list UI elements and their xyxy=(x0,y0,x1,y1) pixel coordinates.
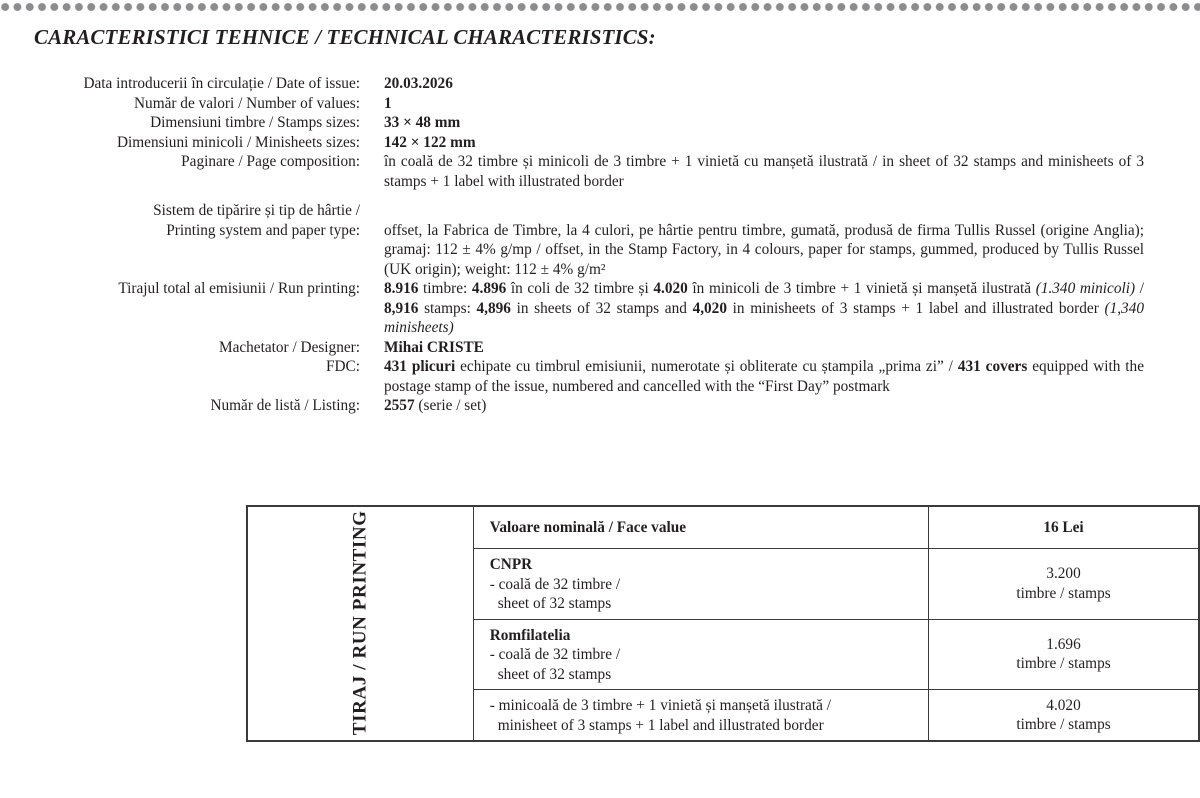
spec-value: 20.03.2026 xyxy=(384,75,453,92)
spec-label xyxy=(0,201,384,279)
distributor-cell: CNPR - coală de 32 timbre / sheet of 32 stamps xyxy=(473,549,928,620)
face-value: 16 Lei xyxy=(929,506,1199,549)
spec-row-minisheet-size xyxy=(0,133,1200,153)
distributor-name: CNPR xyxy=(489,556,533,573)
spec-value: 431 plicuri echipate cu timbrul emisiunii, numerotate și obliterate cu ștampila „prima zi” / 431 covers equipped with the postage stamp of the issue, numbered and cancelled with the “First Day” postmark xyxy=(384,358,1144,395)
spec-value: offset, la Fabrica de Timbre, la 4 culori, pe hârtie pentru timbre, gumată, produsă de firma Tullis Russel (origine Anglia); gramaj: 112 ± 4% g/mp / offset, in the Stamp Factory, in 4 colours, paper for stamps, gummed, produced by Tullis Russel (UK origin); weight: 112 ± 4% g/m² xyxy=(384,221,1144,278)
spec-label-line: Printing system and paper type: xyxy=(166,221,360,239)
spec-label: Dimensiuni minicoli / Minisheets sizes: xyxy=(116,133,360,151)
spec-value: 1 xyxy=(384,94,392,112)
spec-label: Tirajul total al emisiunii / Run printing: xyxy=(118,280,360,297)
spec-value: 2557 (serie / set) xyxy=(384,397,487,414)
spec-row-date xyxy=(0,74,1200,94)
spec-value: 33 × 48 mm xyxy=(384,114,461,131)
spec-row-values xyxy=(0,94,1200,114)
spec-value: Mihai CRISTE xyxy=(384,338,484,356)
spec-row-page-composition xyxy=(0,152,1200,191)
quantity-cell: 4.020 timbre / stamps xyxy=(929,690,1199,742)
distributor-name: Romfilatelia xyxy=(489,626,571,644)
spec-label: Paginare / Page composition: xyxy=(181,153,360,170)
spec-row-designer xyxy=(0,338,1200,358)
distributor-cell: Romfilatelia - coală de 32 timbre / sheet of 32 stamps xyxy=(473,619,928,690)
table-header-row xyxy=(247,506,1199,549)
spec-row-fdc xyxy=(0,357,1200,396)
spec-row-printing xyxy=(0,201,1200,279)
quantity-cell: 3.200 timbre / stamps xyxy=(929,549,1199,620)
spec-row-run-printing xyxy=(0,279,1200,338)
side-label: TIRAJ / RUN PRINTING xyxy=(349,510,371,736)
spec-label: Machetator / Designer: xyxy=(218,338,360,356)
face-value-label: Valoare nominală / Face value xyxy=(473,506,928,549)
run-printing-table xyxy=(246,505,1200,742)
spec-row-listing xyxy=(0,396,1200,416)
spec-value: 8.916 timbre: 4.896 în coli de 32 timbre și 4.020 în minicoli de 3 timbre + 1 vinietă și manșetă ilustrată (1.340 minicoli) / 8,916 stamps: 4,896 in sheets of 32 stamps and 4,020 in minisheets of 3 stamps + 1 label and illustrated border (1,340 minisheets) xyxy=(384,280,1144,336)
spec-value: în coală de 32 timbre și minicoli de 3 timbre + 1 vinietă cu manșetă ilustrată / in sheet of 32 stamps and minisheets of 3 stamps + 1 label with illustrated border xyxy=(384,153,1144,190)
technical-specs xyxy=(0,74,1200,416)
distributor-cell: - minicoală de 3 timbre + 1 vinietă și manșetă ilustrată / minisheet of 3 stamps + 1 label and illustrated border xyxy=(473,690,928,742)
spec-label: Număr de listă / Listing: xyxy=(210,397,360,414)
spec-label: Dimensiuni timbre / Stamps sizes: xyxy=(150,114,360,131)
side-label-cell xyxy=(247,506,473,741)
dotted-separator xyxy=(0,1,1200,13)
spec-label: Număr de valori / Number of values: xyxy=(134,94,360,112)
spec-value: 142 × 122 mm xyxy=(384,133,476,151)
spec-label: FDC: xyxy=(325,358,360,375)
quantity-cell: 1.696 timbre / stamps xyxy=(929,619,1199,690)
spec-label-line: Sistem de tipărire și tip de hârtie / xyxy=(153,202,360,219)
section-title: CARACTERISTICI TEHNICE / TECHNICAL CHARACTERISTICS: xyxy=(34,25,656,49)
spec-row-stamp-size xyxy=(0,113,1200,133)
spec-label: Data introducerii în circulație / Date of issue: xyxy=(83,75,360,92)
